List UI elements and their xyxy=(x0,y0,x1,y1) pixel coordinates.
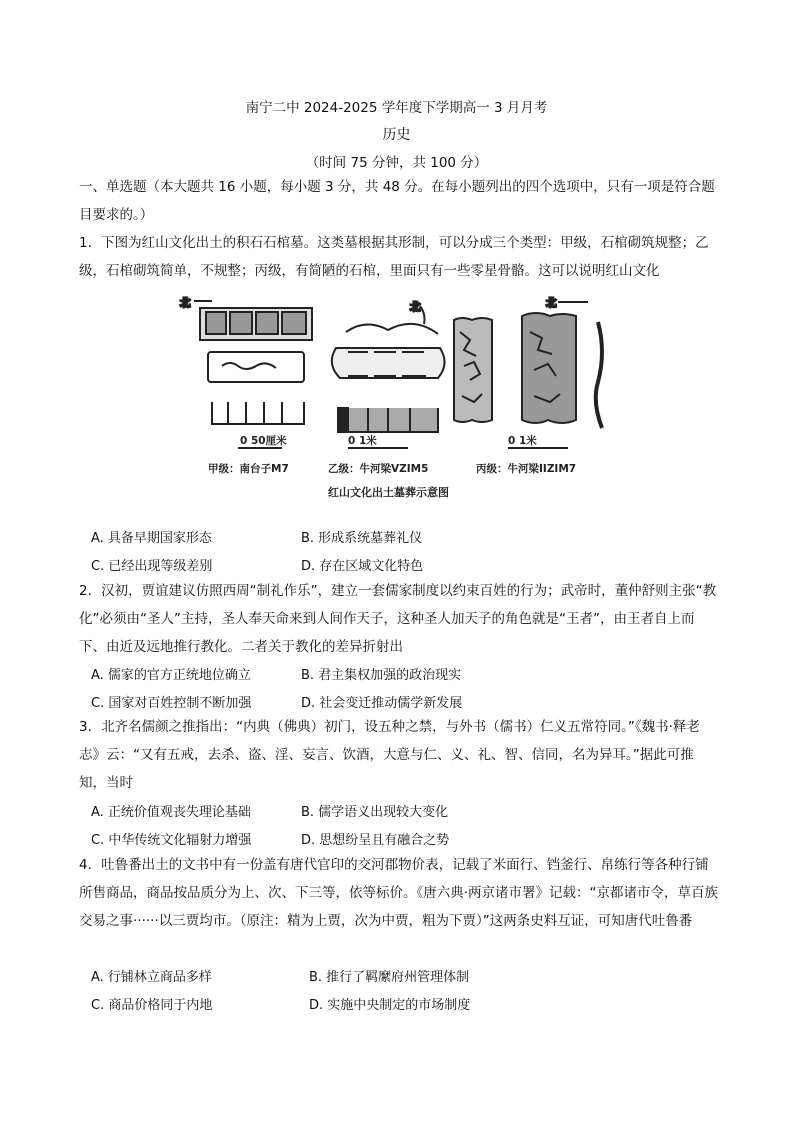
question-4-stem: 4．吐鲁番出土的文书中有一份盖有唐代官印的交河郡物价表，记载了米面行、铛釜行、帛练行等各种行铺所售商品，商品按品质分为上、次、下三等，依等标价。《唐六典·两京诸市署》记载：“京都诸市令，草百族交易之事······以三贾均市。（原注：精为上贾，次为中贾，粗为下贾）”这两条史料互证，可知唐代吐鲁番 xyxy=(79,857,719,929)
north-label-b: 北 xyxy=(410,301,421,313)
type-label-c: 丙级：牛河梁IIZIM7 xyxy=(476,463,577,475)
scale-label-c: 0 1米 xyxy=(508,435,537,447)
section-intro: 一、单选题（本大题共 16 小题，每小题 3 分，共 48 分。在每小题列出的四个选项中，只有一项是符合题目要求的。） xyxy=(79,179,715,223)
scale-label-b: 0 1米 xyxy=(348,435,377,447)
q3-option-b[interactable]: B. 儒学语义出现较大变化 xyxy=(301,804,449,820)
figure-caption: 红山文化出土墓葬示意图 xyxy=(328,486,449,499)
north-label-a: 北 xyxy=(180,297,191,309)
question-2-options xyxy=(91,659,711,715)
q3-option-c[interactable]: C. 中华传统文化辐射力增强 xyxy=(91,832,252,848)
question-3-options xyxy=(91,796,711,852)
north-label-c: 北 xyxy=(546,297,557,309)
question-4-options xyxy=(91,961,711,1017)
q1-option-b[interactable]: B. 形成系统墓葬礼仪 xyxy=(301,530,423,546)
scale-label-a: 0 50厘米 xyxy=(240,435,287,447)
type-label-a: 甲级：南台子M7 xyxy=(208,463,289,475)
q4-option-d[interactable]: D. 实施中央制定的市场制度 xyxy=(309,997,471,1013)
time-info: （时间 75 分钟，共 100 分） xyxy=(305,155,488,171)
q1-option-a[interactable]: A. 具备早期国家形态 xyxy=(91,530,212,546)
q2-option-d[interactable]: D. 社会变迁推动儒学新发展 xyxy=(301,695,463,711)
type-label-b: 乙级：牛河梁VZIM5 xyxy=(328,463,429,475)
q2-option-a[interactable]: A. 儒家的官方正统地位确立 xyxy=(91,667,251,683)
subject-title: 历史 xyxy=(382,127,411,143)
q1-option-d[interactable]: D. 存在区域文化特色 xyxy=(301,558,424,574)
question-3-stem: 3．北齐名儒颜之推指出：“内典（佛典）初门，设五种之禁，与外书（儒书）仁义五常符同。”《魏书·释老志》云：“又有五戒，去杀、盗、淫、妄言、饮酒，大意与仁、义、礼、智、信同，名为异耳。”据此可推知，当时 xyxy=(79,719,700,791)
q2-option-b[interactable]: B. 君主集权加强的政治现实 xyxy=(301,667,462,683)
exam-title: 南宁二中 2024-2025 学年度下学期高一 3 月月考 xyxy=(245,100,548,116)
q4-option-b[interactable]: B. 推行了羁縻府州管理体制 xyxy=(309,969,470,985)
q3-option-d[interactable]: D. 思想纷呈且有融合之势 xyxy=(301,832,450,848)
q1-option-c[interactable]: C. 已经出现等级差别 xyxy=(91,558,213,574)
q4-option-a[interactable]: A. 行铺林立商品多样 xyxy=(91,969,212,985)
question-2-stem: 2．汉初，贾谊建议仿照西周“制礼作乐”，建立一套儒家制度以约束百姓的行为；武帝时，董仲舒则主张“教化”必须由“圣人”主持，圣人奉天命来到人间作天子，这种圣人加天子的角色就是“王者”，由王者自上而下、由近及远地推行教化。二者关于教化的差异折射出 xyxy=(79,583,717,655)
q4-option-c[interactable]: C. 商品价格同于内地 xyxy=(91,997,213,1013)
question-1-options xyxy=(91,522,711,578)
question-1-figure xyxy=(178,292,618,502)
q2-option-c[interactable]: C. 国家对百姓控制不断加强 xyxy=(91,695,252,711)
question-1-stem: 1．下图为红山文化出土的积石石棺墓。这类墓根据其形制，可以分成三个类型：甲级，石棺砌筑规整；乙级，石棺砌筑简单，不规整；丙级，有简陋的石棺，里面只有一些零星骨骼。这可以说明红山文化 xyxy=(79,235,709,279)
q3-option-a[interactable]: A. 正统价值观丧失理论基础 xyxy=(91,804,251,820)
